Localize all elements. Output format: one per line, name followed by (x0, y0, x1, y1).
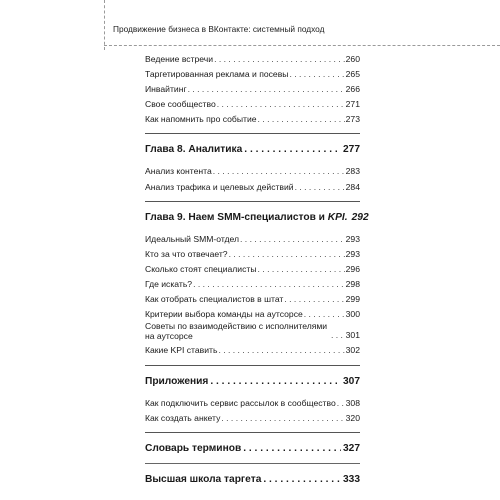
toc-entry[interactable]: Сколько стоят специалисты . . . 296 (145, 262, 360, 277)
toc-entry[interactable]: Инвайтинг . . . 266 (145, 82, 360, 97)
toc-entry[interactable]: Как отобрать специалистов в штат . . . 299 (145, 292, 360, 307)
toc-entry[interactable]: Анализ контента . . . 283 (145, 164, 360, 179)
toc-appendix[interactable]: Приложения . . . 307 (145, 375, 360, 389)
section-divider (145, 432, 360, 433)
crop-mark-horizontal (104, 45, 500, 46)
toc-chapter-9[interactable]: Глава 9. Наем SMM-специалистов и KPI. 292 (145, 211, 369, 223)
toc-entry[interactable]: Анализ трафика и целевых действий . . . 284 (145, 180, 360, 195)
toc-glossary[interactable]: Словарь терминов . . . 327 (145, 442, 360, 456)
toc-entry[interactable]: Как подключить сервис рассылок в сообщество . . . 308 (145, 396, 360, 411)
table-of-contents (145, 52, 369, 494)
toc-school[interactable]: Высшая школа таргета . . . 333 (145, 473, 360, 487)
toc-entry[interactable]: Советы по взаимодействию с исполнителями на аутсорсе . . . 301 (145, 322, 360, 343)
toc-entry[interactable]: Таргетированная реклама и посевы . . . 265 (145, 67, 360, 82)
toc-entry[interactable]: Как напомнить про событие . . . 273 (145, 112, 360, 127)
toc-entry[interactable]: Ведение встречи . . . 260 (145, 52, 360, 67)
section-divider (145, 365, 360, 366)
toc-entry[interactable]: Где искать? . . . 298 (145, 277, 360, 292)
crop-mark-vertical (104, 0, 105, 50)
running-header: Продвижение бизнеса в ВКонтакте: системный подход (113, 24, 325, 34)
toc-entry[interactable]: Идеальный SMM-отдел . . . 293 (145, 232, 360, 247)
toc-entry[interactable]: Кто за что отвечает? . . . 293 (145, 247, 360, 262)
section-divider (145, 463, 360, 464)
section-divider (145, 201, 360, 202)
section-divider (145, 133, 360, 134)
toc-entry[interactable]: Критерии выбора команды на аутсорсе . . . 300 (145, 307, 360, 322)
toc-chapter-8[interactable]: Глава 8. Аналитика . . . 277 (145, 143, 360, 157)
toc-entry[interactable]: Как создать анкету . . . 320 (145, 411, 360, 426)
toc-entry[interactable]: Свое сообщество . . . 271 (145, 97, 360, 112)
toc-entry[interactable]: Какие KPI ставить . . . 302 (145, 343, 360, 358)
